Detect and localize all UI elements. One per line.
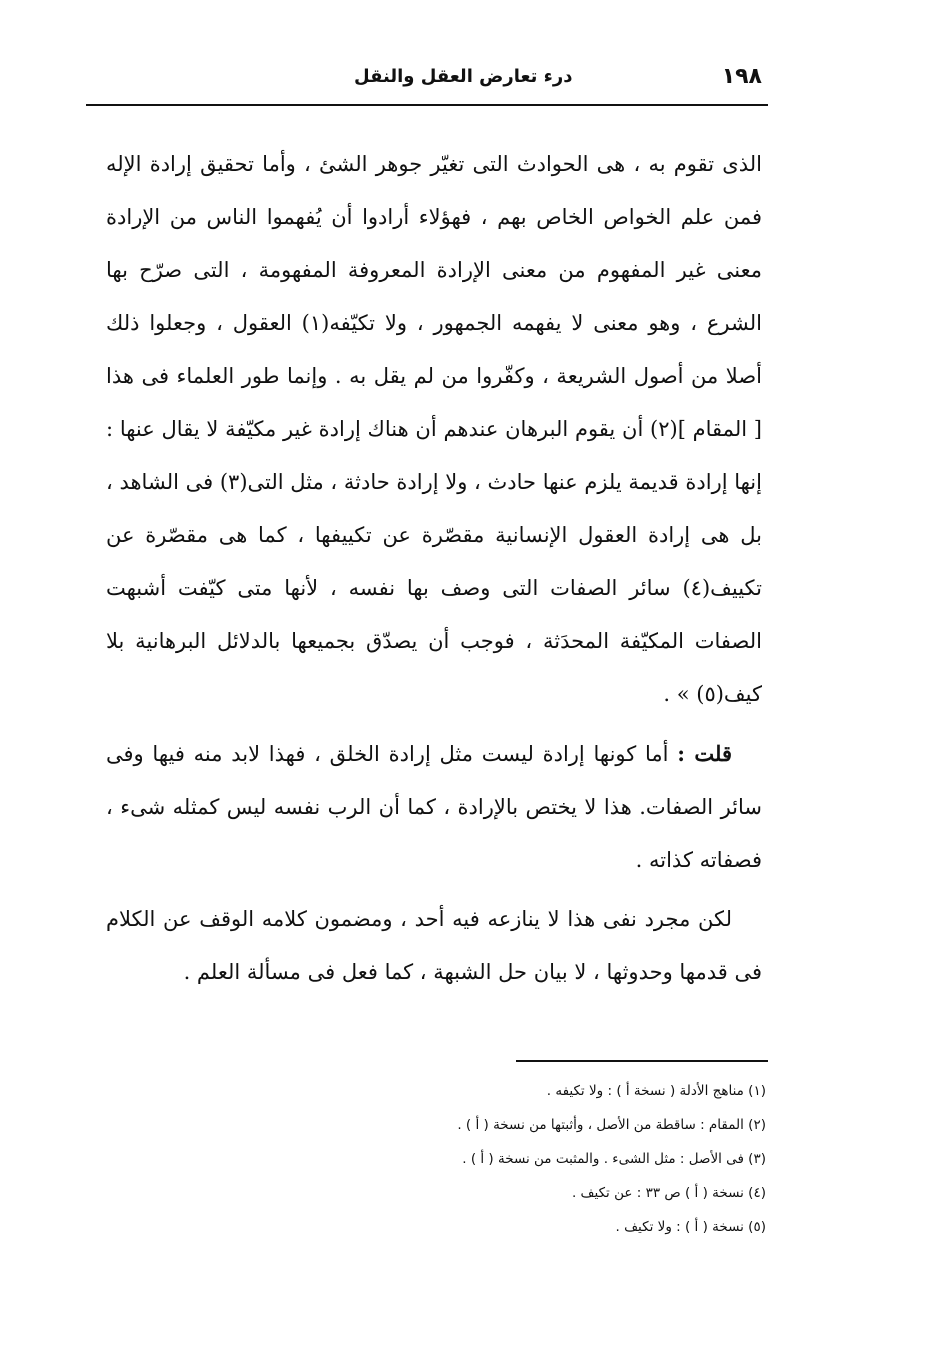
- page-header: [86, 58, 766, 98]
- paragraph-3: لكن مجرد نفى هذا لا ينازعه فيه أحد ، ومضمون كلامه الوقف عن الكلام فى قدمها وحدوثها ، لا بيان حل الشبهة ، كما فعل فى مسألة العلم .: [106, 907, 762, 984]
- footnote-3: (٣) فى الأصل : مثل الشىء . والمثبت من نسخة ( أ ) .: [462, 1151, 766, 1167]
- paragraph-2-text: أما كونها إرادة ليست مثل إرادة الخلق ، فهذا لابد منه فيها وفى سائر الصفات. هذا لا يختص بالإرادة ، كما أن الرب نفسه ليس كمثله شىء ، فصفاته كذاته .: [106, 742, 762, 872]
- main-text: [106, 138, 762, 999]
- footnotes: [266, 1074, 766, 1244]
- footnote-5: (٥) نسخة ( أ ) : ولا تكيف .: [615, 1219, 766, 1235]
- running-title: درء تعارض العقل والنقل: [354, 66, 573, 87]
- footnote-4: (٤) نسخة ( أ ) ص ٣٣ : عن تكيف .: [571, 1185, 766, 1201]
- footnote-1: (١) مناهج الأدلة ( نسخة أ ) : ولا تكيفه .: [546, 1083, 766, 1099]
- paragraph-2: [106, 727, 762, 887]
- page-number: ١٩٨: [721, 64, 762, 89]
- header-divider: [86, 104, 768, 106]
- footnote-2: (٢) المقام : ساقطة من الأصل ، وأثبتها من نسخة ( أ ) .: [457, 1117, 766, 1133]
- paragraph-2-lead: قلت :: [677, 741, 732, 766]
- footnote-divider: [516, 1060, 768, 1062]
- paragraph-1: الذى تقوم به ، هى الحوادث التى تغيّر جوهر الشئ ، وأما تحقيق إرادة الإله فمن علم الخواص الخاص بهم ، فهؤلاء أرادوا أن يُفهموا الناس من الإرادة معنى غير المفهوم من معنى الإرادة المعروفة المفهومة ، التى صرّح بها الشرع ، وهو معنى لا يفهمه الجمهور ، ولا تكيّفه(١) العقول ، وجعلوا ذلك أصلا من أصول الشريعة ، وكفّروا من لم يقل به . وإنما طور العلماء فى هذا [ المقام ](٢) أن يقوم البرهان عندهم أن هناك إرادة غير مكيّفة لا يقال عنها : إنها إرادة قديمة يلزم عنها حادث ، ولا إرادة حادثة ، مثل التى(٣) فى الشاهد ، بل هى إرادة العقول الإنسانية مقصّرة عن تكييفها ، كما هى مقصّرة عن تكييف(٤) سائر الصفات التى وصف بها نفسه ، لأنها متى كيّفت أشبهت الصفات المكيّفة المحدَثة ، فوجب أن يصدّق بجميعها بالدلائل البرهانية بلا كيف(٥) » .: [106, 152, 763, 706]
